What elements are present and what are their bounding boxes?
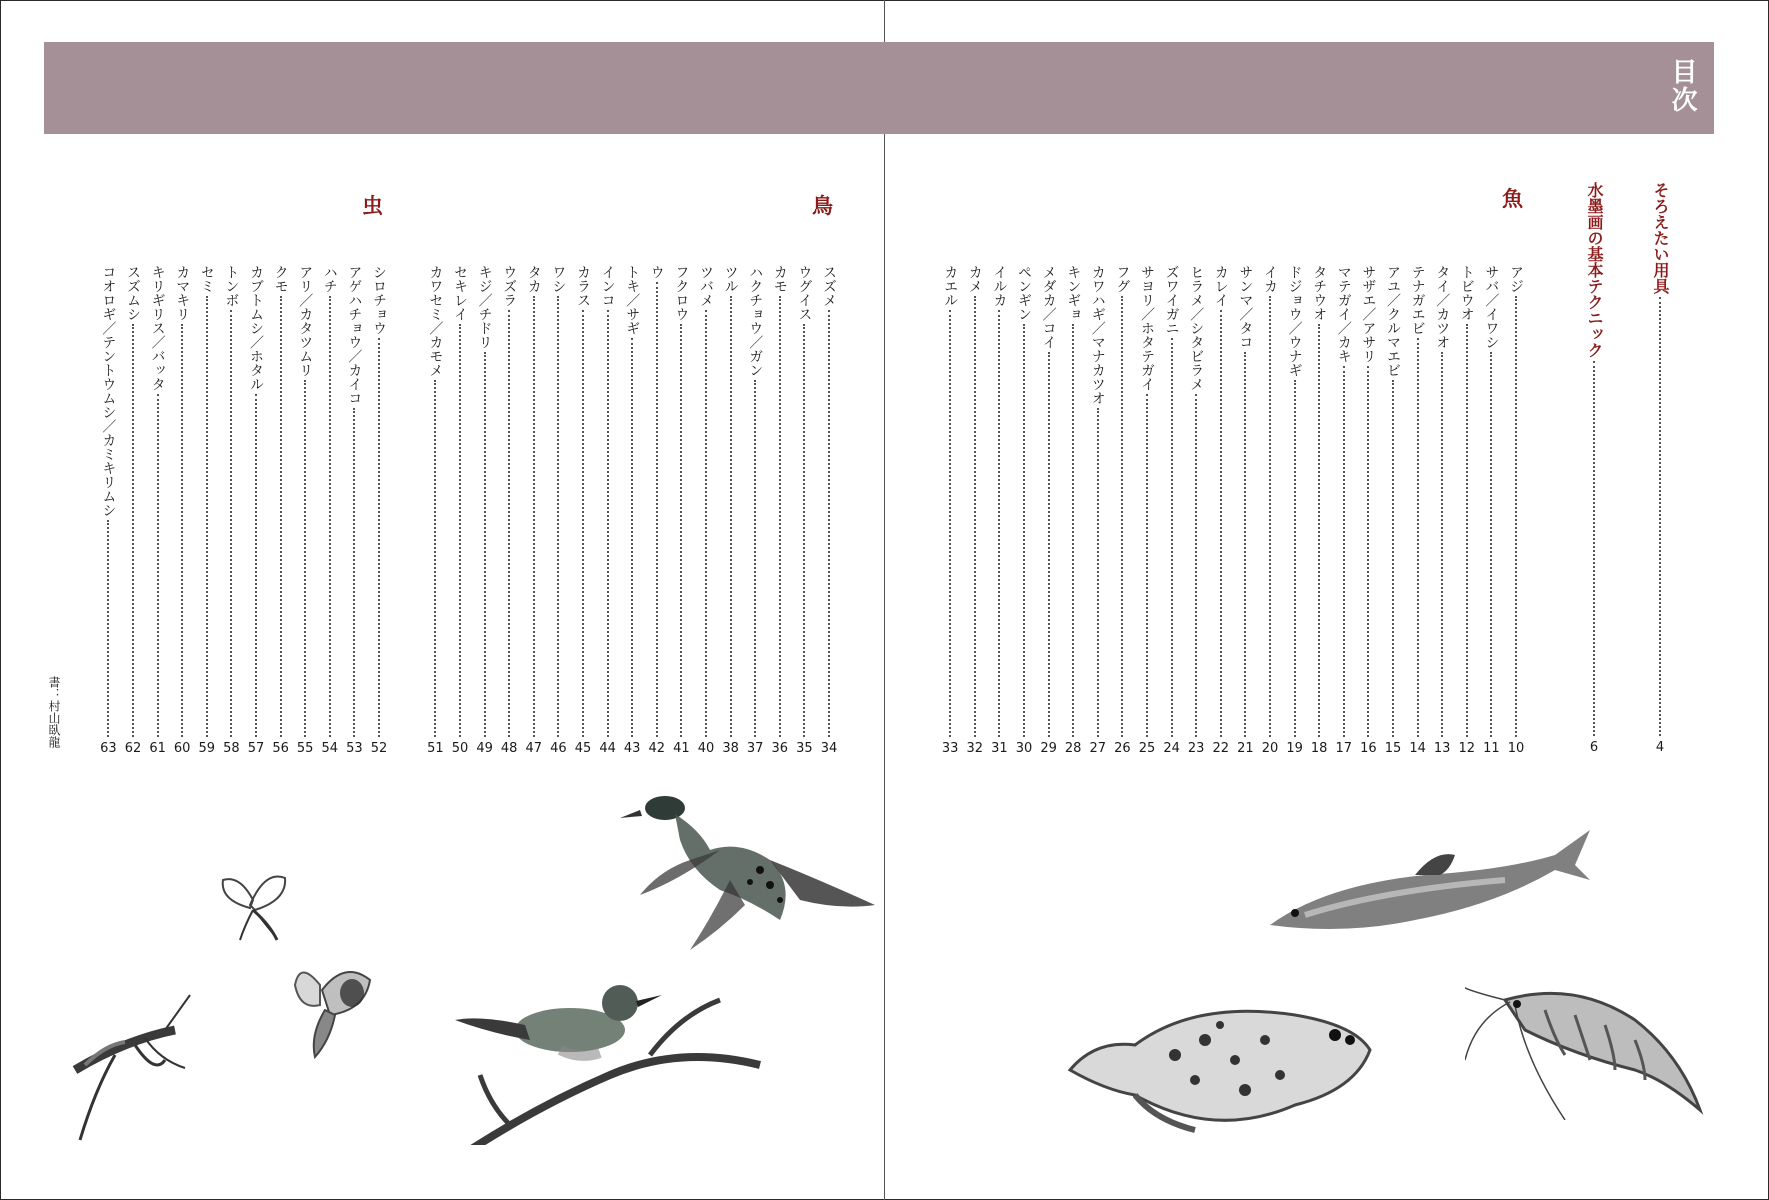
toc-entry[interactable] bbox=[449, 265, 471, 757]
leader-dots bbox=[1294, 380, 1296, 737]
leader-dots bbox=[680, 324, 682, 737]
leader-dots bbox=[508, 310, 510, 737]
toc-entry-title: イルカ bbox=[991, 265, 1008, 307]
leader-dots bbox=[1417, 338, 1419, 737]
toc-entry[interactable] bbox=[1185, 265, 1207, 757]
toc-entry[interactable] bbox=[1407, 265, 1429, 757]
toc-entry-title: カブトムシ／ホタル bbox=[248, 265, 264, 391]
leader-dots bbox=[582, 310, 584, 737]
leader-dots bbox=[754, 380, 756, 737]
toc-entry-title: サヨリ／ホタテガイ bbox=[1139, 265, 1155, 391]
toc-entry-page: 15 bbox=[1384, 741, 1402, 756]
toc-entry-title: フクロウ bbox=[673, 265, 690, 321]
toc-entry-page: 61 bbox=[149, 741, 166, 756]
leader-dots bbox=[730, 296, 732, 737]
toc-entry-title: タチウオ bbox=[1311, 265, 1328, 321]
toc-entry-page: 20 bbox=[1261, 741, 1279, 756]
toc-entry[interactable] bbox=[1111, 265, 1133, 757]
toc-entry[interactable] bbox=[147, 265, 169, 757]
toc-entry-title: サザエ／アサリ bbox=[1360, 265, 1377, 363]
toc-entry-page: 51 bbox=[427, 741, 444, 756]
toc-entry-title: トキ／サギ bbox=[624, 265, 641, 335]
header-band bbox=[44, 42, 1714, 134]
toc-entry-page: 45 bbox=[574, 741, 592, 756]
toc-entry-title: カワハギ／マナカツオ bbox=[1089, 265, 1106, 405]
toc-entry-title: ハチ bbox=[321, 265, 338, 293]
leader-dots bbox=[484, 352, 486, 737]
toc-entry-page: 58 bbox=[223, 741, 240, 756]
leader-dots bbox=[705, 310, 707, 737]
toc-entry-title: カメ bbox=[966, 265, 983, 293]
toc-entry-title: アユ／クルマエビ bbox=[1385, 265, 1401, 377]
white-butterfly-illustration bbox=[215, 870, 295, 945]
toc-entry[interactable] bbox=[769, 265, 791, 757]
leader-dots bbox=[949, 310, 951, 737]
toc-entry-title: アゲハチョウ／カイコ bbox=[346, 265, 363, 405]
leader-dots bbox=[1269, 296, 1271, 737]
leader-dots bbox=[998, 310, 1000, 737]
ayu-fish-illustration bbox=[1265, 815, 1595, 950]
toc-entry[interactable] bbox=[1431, 265, 1453, 757]
toc-entry-title: トビウオ bbox=[1458, 265, 1475, 321]
toc-entry-page: 49 bbox=[476, 741, 493, 756]
toc-entry-page: 50 bbox=[451, 741, 469, 756]
toc-entry[interactable] bbox=[670, 265, 692, 757]
toc-entry-title: ペンギン bbox=[1016, 265, 1032, 321]
leader-dots bbox=[1441, 352, 1443, 737]
toc-entry-title: ドジョウ／ウナギ bbox=[1286, 265, 1303, 377]
toc-entry-title: アジ bbox=[1508, 265, 1524, 293]
leader-dots bbox=[974, 296, 976, 737]
leader-dots bbox=[1072, 324, 1074, 737]
toc-entry-page: 38 bbox=[722, 741, 739, 756]
toc-entry-page: 53 bbox=[346, 741, 363, 756]
leader-dots bbox=[1659, 297, 1661, 736]
toc-entry-page: 10 bbox=[1507, 741, 1525, 756]
toc-entry[interactable] bbox=[939, 265, 961, 757]
toc-entry[interactable] bbox=[498, 265, 520, 757]
toc-entry-page: 46 bbox=[550, 741, 567, 756]
toc-entry-page: 48 bbox=[500, 741, 518, 756]
toc-entry[interactable] bbox=[474, 265, 496, 757]
toc-entry-title: フグ bbox=[1114, 265, 1131, 293]
toc-entry[interactable] bbox=[1505, 265, 1527, 757]
toc-entry-page: 62 bbox=[124, 741, 142, 756]
toc-entry-page: 52 bbox=[370, 741, 388, 756]
toc-entry-page: 14 bbox=[1409, 741, 1426, 756]
toc-entry-tools[interactable] bbox=[1649, 182, 1671, 756]
toc-entry-page: 56 bbox=[272, 741, 289, 756]
leader-dots bbox=[1367, 366, 1369, 737]
toc-entry-title: カマキリ bbox=[174, 265, 191, 321]
toc-entry[interactable] bbox=[1382, 265, 1404, 757]
leader-dots bbox=[1023, 324, 1025, 737]
leader-dots bbox=[1466, 324, 1468, 737]
toc-entry[interactable] bbox=[1308, 265, 1330, 757]
toc-entry-page: 12 bbox=[1458, 741, 1476, 756]
toc-entry-title: メダカ／コイ bbox=[1040, 265, 1057, 349]
toc-entry-title: サンマ／タコ bbox=[1237, 265, 1254, 349]
toc-entry-title: カモ bbox=[771, 265, 788, 293]
toc-entry-basic-techniques[interactable] bbox=[1583, 182, 1605, 756]
toc-entry[interactable] bbox=[1038, 265, 1060, 757]
toc-entry-page: 36 bbox=[771, 741, 789, 756]
toc-entry-page: 28 bbox=[1064, 741, 1082, 756]
leader-dots bbox=[157, 394, 159, 737]
toc-entry-page: 55 bbox=[296, 741, 314, 756]
flying-duck-illustration bbox=[620, 790, 880, 960]
leader-dots bbox=[631, 338, 633, 737]
toc-entry-page: 4 bbox=[1655, 740, 1665, 755]
toc-entry[interactable] bbox=[270, 265, 292, 757]
toc-entry[interactable] bbox=[572, 265, 594, 757]
toc-entry[interactable] bbox=[171, 265, 193, 757]
toc-entry-page: 59 bbox=[198, 741, 216, 756]
toc-entry[interactable] bbox=[744, 265, 766, 757]
toc-entry-title: ハクチョウ／ガン bbox=[747, 265, 764, 377]
toc-entry[interactable] bbox=[1210, 265, 1232, 757]
toc-entry[interactable] bbox=[424, 265, 446, 757]
toc-entry-title: キンギョ bbox=[1065, 265, 1082, 321]
toc-entry[interactable] bbox=[319, 265, 341, 757]
toc-entry-page: 16 bbox=[1360, 741, 1377, 756]
contents-title: 目次 bbox=[1667, 58, 1697, 114]
toc-entry[interactable] bbox=[97, 265, 119, 757]
leader-dots bbox=[803, 324, 805, 737]
toc-entry-title: セミ bbox=[198, 265, 215, 293]
toc-entry-page: 63 bbox=[100, 741, 117, 756]
toc-entry-title: マテガイ／カキ bbox=[1335, 265, 1352, 363]
toc-entry[interactable] bbox=[964, 265, 986, 757]
toc-entry[interactable] bbox=[1456, 265, 1478, 757]
toc-entry-title: そろえたい用具 bbox=[1651, 182, 1670, 294]
calligrapher-credit: 書：村山臥龍 bbox=[47, 676, 61, 748]
toc-entry-page: 11 bbox=[1483, 741, 1500, 756]
toc-entry[interactable] bbox=[122, 265, 144, 757]
section-heading-insects: 虫 bbox=[362, 193, 383, 218]
toc-entry-page: 31 bbox=[991, 741, 1008, 756]
toc-entry[interactable] bbox=[597, 265, 619, 757]
toc-entry[interactable] bbox=[343, 265, 365, 757]
toc-entry[interactable] bbox=[547, 265, 569, 757]
leader-dots bbox=[1048, 352, 1050, 737]
toc-entry-page: 35 bbox=[796, 741, 813, 756]
toc-entry-title: スズメ bbox=[821, 265, 837, 307]
leader-dots bbox=[607, 310, 609, 737]
toc-entry-page: 27 bbox=[1089, 741, 1107, 756]
leader-dots bbox=[107, 520, 109, 737]
toc-entry[interactable] bbox=[1234, 265, 1256, 757]
leader-dots bbox=[533, 296, 535, 737]
toc-entry-page: 18 bbox=[1310, 741, 1328, 756]
toc-entry-page: 37 bbox=[746, 741, 764, 756]
toc-entry-page: 42 bbox=[648, 741, 666, 756]
toc-entry-title: カエル bbox=[942, 265, 959, 307]
toc-entry-title: アリ／カタツムリ bbox=[297, 265, 314, 377]
toc-entry[interactable] bbox=[1259, 265, 1281, 757]
toc-entry[interactable] bbox=[1480, 265, 1502, 757]
toc-entry-page: 23 bbox=[1187, 741, 1205, 756]
toc-entry-title: クモ bbox=[272, 265, 289, 293]
toc-entry[interactable] bbox=[220, 265, 242, 757]
toc-entry-title: トンボ bbox=[223, 265, 240, 307]
toc-entry-page: 17 bbox=[1335, 741, 1353, 756]
leader-dots bbox=[1318, 324, 1320, 737]
toc-entry-page: 25 bbox=[1138, 741, 1156, 756]
toc-entry-title: テナガエビ bbox=[1409, 265, 1426, 335]
leader-dots bbox=[255, 394, 257, 737]
swallowtail-butterfly-illustration bbox=[290, 955, 375, 1060]
leader-dots bbox=[1146, 394, 1148, 737]
toc-entry-page: 32 bbox=[966, 741, 984, 756]
toc-entry-title: セキレイ bbox=[452, 265, 468, 321]
leader-dots bbox=[1171, 338, 1173, 737]
toc-entry-title: ツル bbox=[722, 265, 739, 293]
leader-dots bbox=[329, 296, 331, 737]
toc-entry[interactable] bbox=[1087, 265, 1109, 757]
toc-entry[interactable] bbox=[196, 265, 218, 757]
toc-entry-title: サバ／イワシ bbox=[1483, 265, 1500, 349]
toc-entry-page: 29 bbox=[1040, 741, 1057, 756]
toc-entry-page: 34 bbox=[820, 741, 838, 756]
shrimp-illustration bbox=[1465, 960, 1715, 1120]
toc-entry-page: 44 bbox=[599, 741, 616, 756]
toc-entry-title: 水墨画の基本テクニック bbox=[1585, 182, 1604, 358]
leader-dots bbox=[1515, 296, 1517, 737]
toc-entry-page: 57 bbox=[247, 741, 265, 756]
toc-entry[interactable] bbox=[646, 265, 668, 757]
toc-entry[interactable] bbox=[621, 265, 643, 757]
section-heading-fish: 魚 bbox=[1502, 186, 1523, 211]
toc-entry-title: ズワイガニ bbox=[1163, 265, 1180, 335]
toc-entry-page: 19 bbox=[1286, 741, 1303, 756]
toc-entry[interactable] bbox=[368, 265, 390, 757]
warbler-on-branch-illustration bbox=[450, 955, 770, 1145]
toc-entry-page: 43 bbox=[623, 741, 641, 756]
leader-dots bbox=[304, 380, 306, 737]
toc-entry[interactable] bbox=[294, 265, 316, 757]
toc-entry[interactable] bbox=[1136, 265, 1158, 757]
toc-entry-title: ウ bbox=[648, 265, 665, 279]
toc-entry-page: 24 bbox=[1163, 741, 1180, 756]
toc-entry-page: 60 bbox=[173, 741, 191, 756]
leader-dots bbox=[353, 408, 355, 737]
toc-entry-title: コオロギ／テントウムシ／カミキリムシ bbox=[100, 265, 117, 517]
toc-entry-title: カレイ bbox=[1212, 265, 1229, 307]
leader-dots bbox=[132, 324, 134, 737]
toc-entry[interactable] bbox=[1062, 265, 1084, 757]
leader-dots bbox=[656, 282, 658, 737]
toc-entry-title: ヒラメ／シタビラメ bbox=[1188, 265, 1205, 391]
section-heading-birds: 鳥 bbox=[812, 193, 833, 218]
leader-dots bbox=[378, 338, 380, 737]
toc-entry-title: インコ bbox=[599, 265, 616, 307]
toc-entry[interactable] bbox=[1357, 265, 1379, 757]
leader-dots bbox=[1343, 366, 1345, 737]
leader-dots bbox=[206, 296, 208, 737]
toc-entry[interactable] bbox=[818, 265, 840, 757]
toc-entry-title: カワセミ／カモメ bbox=[427, 265, 444, 377]
leader-dots bbox=[1490, 352, 1492, 737]
toc-entry[interactable] bbox=[793, 265, 815, 757]
toc-entry-page: 21 bbox=[1237, 741, 1254, 756]
toc-entry-title: タカ bbox=[525, 265, 542, 293]
leader-dots bbox=[1220, 310, 1222, 737]
toc-entry-title: キジ／チドリ bbox=[476, 265, 493, 349]
toc-entry[interactable] bbox=[523, 265, 545, 757]
toc-entry-title: イカ bbox=[1262, 265, 1278, 293]
toc-entry-page: 47 bbox=[525, 741, 543, 756]
toc-entry-title: ウズラ bbox=[501, 265, 518, 307]
toc-entry-page: 54 bbox=[321, 741, 339, 756]
toc-entry-page: 26 bbox=[1114, 741, 1131, 756]
toc-entry-page: 40 bbox=[697, 741, 715, 756]
toc-entry[interactable] bbox=[1161, 265, 1183, 757]
toc-entry-page: 30 bbox=[1015, 741, 1033, 756]
toc-entry-title: スズムシ bbox=[125, 265, 141, 321]
leader-dots bbox=[459, 324, 461, 737]
leader-dots bbox=[230, 310, 232, 737]
toc-entry-page: 33 bbox=[941, 741, 959, 756]
toc-entry-title: シロチョウ bbox=[371, 265, 387, 335]
leader-dots bbox=[181, 324, 183, 737]
toc-entry[interactable] bbox=[988, 265, 1010, 757]
toc-entry-title: カラス bbox=[575, 265, 591, 307]
leader-dots bbox=[434, 380, 436, 737]
leader-dots bbox=[280, 296, 282, 737]
leader-dots bbox=[1195, 394, 1197, 737]
toc-entry-page: 41 bbox=[673, 741, 690, 756]
toc-entry-page: 13 bbox=[1433, 741, 1451, 756]
leader-dots bbox=[779, 296, 781, 737]
toc-entry[interactable] bbox=[720, 265, 742, 757]
toc-entry-page: 6 bbox=[1589, 740, 1599, 755]
flounder-illustration bbox=[1065, 980, 1375, 1150]
toc-entry-title: タイ／カツオ bbox=[1434, 265, 1451, 349]
toc-entry[interactable] bbox=[1284, 265, 1306, 757]
toc-entry-page: 22 bbox=[1212, 741, 1230, 756]
book-spine bbox=[884, 0, 885, 1200]
grasshopper-illustration bbox=[65, 990, 195, 1150]
toc-entry-title: ワシ bbox=[550, 265, 567, 293]
leader-dots bbox=[1392, 380, 1394, 737]
leader-dots bbox=[1244, 352, 1246, 737]
leader-dots bbox=[1097, 408, 1099, 737]
leader-dots bbox=[1593, 361, 1595, 736]
toc-entry-title: キリギリス／バッタ bbox=[149, 265, 166, 391]
toc-entry[interactable] bbox=[695, 265, 717, 757]
leader-dots bbox=[828, 310, 830, 737]
toc-entry-title: ツバメ bbox=[698, 265, 714, 307]
toc-entry-title: ウグイス bbox=[796, 265, 813, 321]
toc-entry[interactable] bbox=[1013, 265, 1035, 757]
leader-dots bbox=[557, 296, 559, 737]
toc-entry[interactable] bbox=[245, 265, 267, 757]
toc-entry[interactable] bbox=[1333, 265, 1355, 757]
leader-dots bbox=[1121, 296, 1123, 737]
